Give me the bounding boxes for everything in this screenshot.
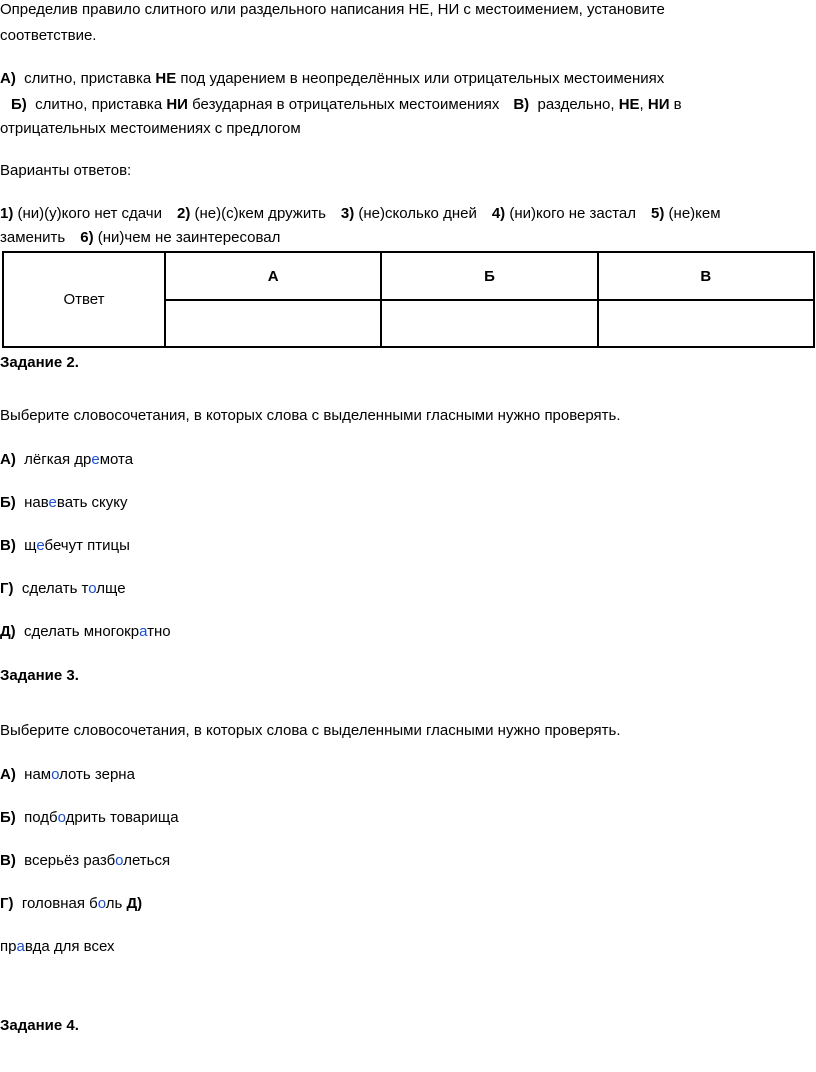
task2-item-d-label: Г) bbox=[0, 580, 14, 597]
task3-item-b-label: Б) bbox=[0, 809, 16, 826]
task3-item-c-label: В) bbox=[0, 852, 16, 869]
task3-item-a-label: А) bbox=[0, 766, 16, 783]
rule-c-text3: в bbox=[669, 96, 682, 113]
task2-item-a-vowel: е bbox=[91, 451, 100, 468]
task3-item-e-label: Д) bbox=[126, 895, 143, 912]
answer-row-label: Ответ bbox=[3, 252, 165, 347]
task3-item-c-pre: всерьёз разб bbox=[15, 852, 116, 869]
option-2-num: 2) bbox=[177, 205, 191, 222]
answer-col-a: А bbox=[165, 252, 381, 300]
answer-cell-c[interactable] bbox=[598, 300, 814, 347]
option-5-num: 5) bbox=[651, 205, 665, 222]
task3-item-e bbox=[0, 938, 114, 956]
task2-item-b-label: Б) bbox=[0, 494, 16, 511]
option-4-num: 4) bbox=[491, 205, 506, 222]
task2-item-c-pre: щ bbox=[15, 537, 37, 554]
task2-title: Задание 2. bbox=[0, 354, 79, 371]
task3-item-d-label: Г) bbox=[0, 895, 14, 912]
task3-title: Задание 3. bbox=[0, 667, 79, 684]
task2-item-e-pre: сделать многокр bbox=[15, 623, 140, 640]
task4-title: Задание 4. bbox=[0, 1017, 79, 1034]
rule-a bbox=[0, 70, 664, 88]
task3-instruction: Выберите словосочетания, в которых слова с выделенными гласными нужно проверять. bbox=[0, 722, 621, 739]
variants-title: Варианты ответов: bbox=[0, 162, 132, 179]
task2-item-c-label: В) bbox=[0, 537, 16, 554]
task3-item-d-post: ль bbox=[105, 895, 127, 912]
rule-c-text1: раздельно, bbox=[529, 96, 619, 113]
task2-item-e-post: тно bbox=[147, 623, 171, 640]
task2-item-a bbox=[0, 451, 133, 469]
option-3-num: 3) bbox=[340, 205, 355, 222]
task2-item-a-pre: лёгкая др bbox=[15, 451, 92, 468]
answer-col-c: В bbox=[598, 252, 814, 300]
rule-b-label: Б) bbox=[11, 96, 27, 113]
rule-c-text2: , bbox=[639, 96, 648, 113]
answer-col-b: Б bbox=[381, 252, 597, 300]
task2-item-a-post: мота bbox=[99, 451, 134, 468]
task2-item-d-post: лще bbox=[96, 580, 126, 597]
task2-item-b-post: вать скуку bbox=[56, 494, 128, 511]
task2-item-d bbox=[0, 580, 126, 598]
options-line1 bbox=[0, 205, 721, 223]
rule-b-text2: безударная в отрицательных местоимениях bbox=[187, 96, 500, 113]
task3-item-e-pre: пр bbox=[0, 938, 17, 955]
task2-item-b-pre: нав bbox=[15, 494, 49, 511]
answer-table bbox=[2, 251, 815, 348]
option-4-text: (ни)кого не застал bbox=[505, 205, 637, 222]
option-1-num: 1) bbox=[0, 205, 14, 222]
task1-intro-line2: соответствие. bbox=[0, 27, 97, 44]
rule-c-line2: отрицательных местоимениях с предлогом bbox=[0, 120, 301, 137]
option-1-text: (ни)(у)кого нет сдачи bbox=[13, 205, 163, 222]
rule-b-c-line bbox=[11, 96, 682, 114]
option-5-text: (не)кем bbox=[664, 205, 721, 222]
option-5 bbox=[651, 205, 721, 222]
option-2-text: (не)(с)кем дружить bbox=[190, 205, 326, 222]
option-6-num: 6) bbox=[80, 229, 94, 246]
option-1 bbox=[0, 205, 162, 222]
task2-item-c-vowel: е bbox=[36, 537, 45, 554]
task1-intro-line1: Определив правило слитного или раздельного написания НЕ, НИ с местоимением, установите bbox=[0, 1, 665, 18]
task3-item-c bbox=[0, 852, 170, 870]
option-3 bbox=[341, 205, 477, 222]
rule-c-bold2: НИ bbox=[647, 96, 670, 113]
rule-a-text2: под ударением в неопределённых или отрицательных местоимениях bbox=[176, 70, 665, 87]
option-4 bbox=[492, 205, 636, 222]
task2-item-c bbox=[0, 537, 130, 555]
task3-item-b-vowel: о bbox=[57, 809, 66, 826]
rule-b-bold: НИ bbox=[166, 96, 188, 113]
options-line2 bbox=[0, 229, 280, 247]
task3-item-b-post: дрить товарища bbox=[65, 809, 179, 826]
rule-a-bold: НЕ bbox=[155, 70, 177, 87]
rule-a-text1: слитно, приставка bbox=[15, 70, 156, 87]
task2-item-e-label: Д) bbox=[0, 623, 16, 640]
task3-item-d-pre: головная б bbox=[13, 895, 98, 912]
task3-item-d-vowel: о bbox=[97, 895, 106, 912]
task3-item-e-vowel: а bbox=[16, 938, 25, 955]
task3-item-a-vowel: о bbox=[51, 766, 60, 783]
task2-item-c-post: бечут птицы bbox=[44, 537, 130, 554]
task2-item-b bbox=[0, 494, 128, 512]
task2-item-e-vowel: а bbox=[139, 623, 148, 640]
task2-item-a-label: А) bbox=[0, 451, 16, 468]
task3-item-c-vowel: о bbox=[115, 852, 124, 869]
rule-c-bold1: НЕ bbox=[618, 96, 640, 113]
task3-item-a-pre: нам bbox=[15, 766, 52, 783]
task2-item-e bbox=[0, 623, 171, 641]
answer-cell-a[interactable] bbox=[165, 300, 381, 347]
task2-item-d-vowel: о bbox=[88, 580, 97, 597]
rule-c-label: В) bbox=[513, 96, 530, 113]
task3-item-c-post: леться bbox=[123, 852, 171, 869]
task3-item-a bbox=[0, 766, 135, 784]
option-2 bbox=[177, 205, 326, 222]
option-5-cont: заменить bbox=[0, 229, 66, 246]
task3-item-b bbox=[0, 809, 179, 827]
task3-item-a-post: лоть зерна bbox=[59, 766, 135, 783]
task3-item-d bbox=[0, 895, 142, 913]
option-6-text: (ни)чем не заинтересовал bbox=[93, 229, 281, 246]
option-3-text: (не)сколько дней bbox=[354, 205, 477, 222]
rule-b-text1: слитно, приставка bbox=[26, 96, 167, 113]
task2-instruction: Выберите словосочетания, в которых слова с выделенными гласными нужно проверять. bbox=[0, 407, 621, 424]
task3-item-e-post: вда для всех bbox=[24, 938, 115, 955]
rule-a-label: А) bbox=[0, 70, 16, 87]
task3-item-b-pre: подб bbox=[15, 809, 58, 826]
task2-item-d-pre: сделать т bbox=[13, 580, 89, 597]
task2-item-b-vowel: е bbox=[48, 494, 57, 511]
answer-cell-b[interactable] bbox=[381, 300, 597, 347]
